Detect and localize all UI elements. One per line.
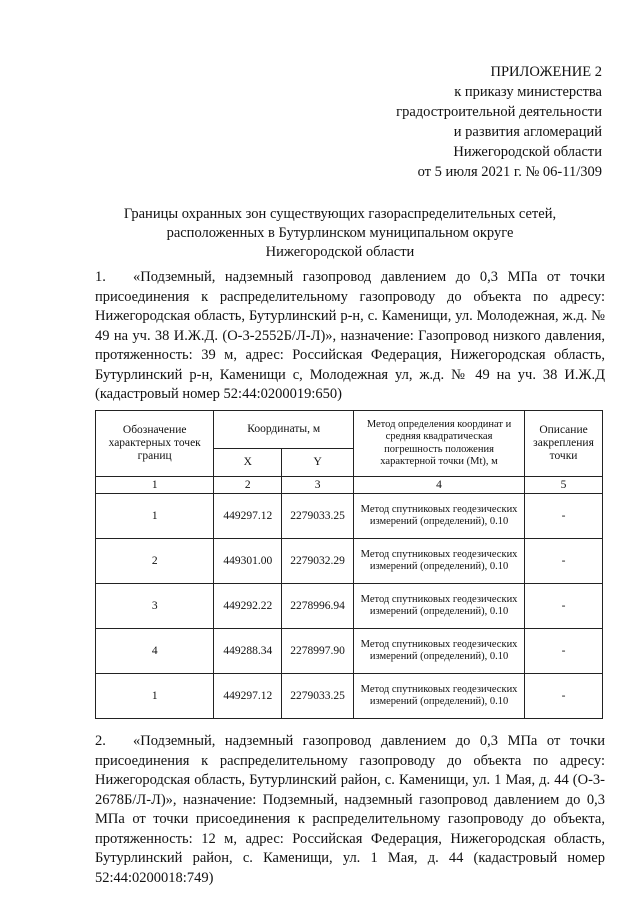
header-line-2: к приказу министерства <box>454 84 602 100</box>
header-line-3: градостроительной деятельности <box>396 104 602 120</box>
header-method: Метод определения координат и средняя квадратическая погрешность положения характерной точки (Mt), м <box>354 411 525 477</box>
column-index: 3 <box>282 477 354 494</box>
description-cell: - <box>525 539 603 584</box>
column-index: 5 <box>525 477 603 494</box>
column-index: 2 <box>214 477 282 494</box>
header-line-4: и развития агломераций <box>453 124 602 140</box>
column-index: 1 <box>96 477 214 494</box>
y-cell: 2278997.90 <box>282 629 354 674</box>
method-cell: Метод спутниковых геодезических измерений (определений), 0.10 <box>354 584 525 629</box>
x-cell: 449297.12 <box>214 674 282 719</box>
table-row <box>96 539 603 584</box>
header-y: Y <box>282 449 354 477</box>
point-cell: 3 <box>96 584 214 629</box>
column-index-row <box>96 477 603 494</box>
method-cell: Метод спутниковых геодезических измерений (определений), 0.10 <box>354 629 525 674</box>
description-cell: - <box>525 674 603 719</box>
x-cell: 449297.12 <box>214 494 282 539</box>
header-x: X <box>214 449 282 477</box>
header-line-1: ПРИЛОЖЕНИЕ 2 <box>490 64 602 80</box>
table-row <box>96 674 603 719</box>
table-row <box>96 629 603 674</box>
method-cell: Метод спутниковых геодезических измерений (определений), 0.10 <box>354 494 525 539</box>
column-index: 4 <box>354 477 525 494</box>
method-cell: Метод спутниковых геодезических измерений (определений), 0.10 <box>354 539 525 584</box>
x-cell: 449292.22 <box>214 584 282 629</box>
item-1-text: «Подземный, надземный газопровод давлением до 0,3 МПа от точки присоединения к распределительному газопроводу до объекта по адресу: Нижегородская область, Бутурлинский р-н, с. Каменищи, ул. Молодежная, ж.д. № 49 на уч. 38 И.Ж.Д. (О-3-2552Б/Л-Л)», назначение: Газопровод низкого давления, протяженность: 39 м, адрес: Российская Федерация, Нижегородская область, Бутурлинский р-н, Каменищи с, Молодежная ул, ж.д. № 49 на уч. 38 И.Ж.Д (кадастровый номер 52:44:0200019:650) <box>95 269 605 402</box>
header-line-5: Нижегородской области <box>453 144 602 160</box>
document-title <box>60 205 620 262</box>
header-point-designation: Обозначение характерных точек границ <box>96 411 214 477</box>
table-row <box>96 494 603 539</box>
header-coordinates: Координаты, м <box>214 411 354 449</box>
description-cell: - <box>525 494 603 539</box>
x-cell: 449288.34 <box>214 629 282 674</box>
x-cell: 449301.00 <box>214 539 282 584</box>
y-cell: 2279033.25 <box>282 674 354 719</box>
header-description: Описание закрепления точки <box>525 411 603 477</box>
method-cell: Метод спутниковых геодезических измерений (определений), 0.10 <box>354 674 525 719</box>
item-2-paragraph <box>95 732 605 888</box>
point-cell: 1 <box>96 674 214 719</box>
point-cell: 4 <box>96 629 214 674</box>
item-1-paragraph <box>95 268 605 405</box>
title-line-1: Границы охранных зон существующих газораспределительных сетей, <box>123 206 557 222</box>
y-cell: 2278996.94 <box>282 584 354 629</box>
header-line-6: от 5 июля 2021 г. № 06-11/309 <box>417 164 602 180</box>
point-cell: 2 <box>96 539 214 584</box>
y-cell: 2279032.29 <box>282 539 354 584</box>
item-2-text: «Подземный, надземный газопровод давлением до 0,3 МПа от точки присоединения к распределительному газопроводу до объекта по адресу: Нижегородская область, Бутурлинский район, с. Каменищи, ул. 1 Мая, д. 44 (О-3-2678Б/Л-Л)», назначение: Подземный, надземный газопровод давлением до 0,3 МПа от точки присоединения к распределительному газопроводу до объекта, протяженность: 12 м, адрес: Российская Федерация, Нижегородская область, Бутурлинский район, с. Каменищи, ул. 1 Мая, д. 44 (кадастровый номер 52:44:0200018:749) <box>95 733 605 886</box>
table-row <box>96 584 603 629</box>
y-cell: 2279033.25 <box>282 494 354 539</box>
item-2-number: 2. <box>95 733 106 749</box>
item-1-number: 1. <box>95 269 106 285</box>
appendix-header <box>396 62 602 182</box>
description-cell: - <box>525 584 603 629</box>
title-line-3: Нижегородской области <box>265 244 415 260</box>
description-cell: - <box>525 629 603 674</box>
title-line-2: расположенных в Бутурлинском муниципальном округе <box>166 225 514 241</box>
coordinates-table <box>95 410 603 719</box>
point-cell: 1 <box>96 494 214 539</box>
